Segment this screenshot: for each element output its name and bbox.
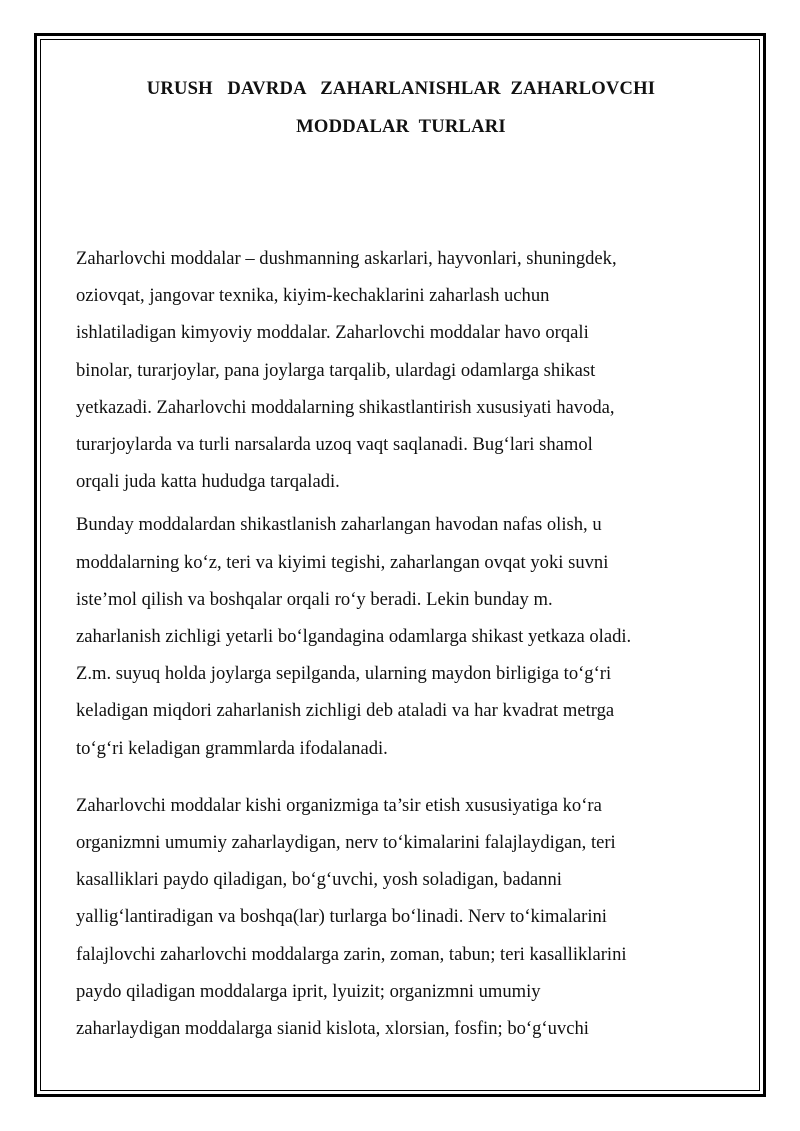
paragraph-line: falajlovchi zaharlovchi moddalarga zarin, zoman, tabun; teri kasalliklarini <box>76 943 627 965</box>
paragraph-line: keladigan miqdori zaharlanish zichligi deb ataladi va har kvadrat metrga <box>76 700 615 722</box>
document-title <box>76 70 726 145</box>
paragraph-line: Bunday moddalardan shikastlanish zaharlangan havodan nafas olish, u <box>76 514 602 536</box>
paragraph-line: zaharlaydigan moddalarga sianid kislota, xlorsian, fosfin; bo‘g‘uvchi <box>76 1018 589 1040</box>
paragraph-line: Zaharlovchi moddalar kishi organizmiga ta’sir etish xususiyatiga ko‘ra <box>76 794 602 816</box>
paragraph-line: moddalarning ko‘z, teri va kiyimi tegishi, zaharlangan ovqat yoki suvni <box>76 551 609 573</box>
paragraph-line: ishlatiladigan kimyoviy moddalar. Zaharlovchi moddalar havo orqali <box>76 322 589 344</box>
title-line-1: URUSH DAVRDA ZAHARLANISHLAR ZAHARLOVCHI <box>146 78 656 99</box>
paragraph-line: organizmni umumiy zaharlaydigan, nerv to‘kimalarini falajlaydigan, teri <box>76 832 616 854</box>
paragraph-line: Zaharlovchi moddalar – dushmanning askarlari, hayvonlari, shuningdek, <box>76 248 617 269</box>
paragraph-line: yallig‘lantiradigan va boshqa(lar) turlarga bo‘linadi. Nerv to‘kimalarini <box>76 906 607 928</box>
paragraph-3 <box>76 787 726 1047</box>
paragraph-line: oziovqat, jangovar texnika, kiyim-kechaklarini zaharlash uchun <box>76 285 550 307</box>
paragraph-line: yetkazadi. Zaharlovchi moddalarning shikastlantirish xususiyati havoda, <box>76 396 615 418</box>
paragraph-line: Z.m. suyuq holda joylarga sepilganda, ularning maydon birligiga to‘g‘ri <box>76 663 612 685</box>
document-body <box>76 70 726 1047</box>
title-line-2: MODDALAR TURLARI <box>296 115 506 137</box>
paragraph-line: orqali juda katta hududga tarqaladi. <box>76 471 340 493</box>
paragraph-line: paydo qiladigan moddalarga iprit, lyuizit; organizmni umumiy <box>76 980 541 1002</box>
paragraph-line: kasalliklari paydo qiladigan, bo‘g‘uvchi, yosh soladigan, badanni <box>76 869 562 891</box>
paragraph-line: binolar, turarjoylar, pana joylarga tarqalib, ulardagi odamlarga shikast <box>76 359 596 381</box>
paragraph-1 <box>76 240 726 500</box>
paragraph-line: turarjoylarda va turli narsalarda uzoq vaqt saqlanadi. Bug‘lari shamol <box>76 434 593 456</box>
paragraph-line: zaharlanish zichligi yetarli bo‘lgandagina odamlarga shikast yetkaza oladi. <box>76 626 632 648</box>
paragraph-line: to‘g‘ri keladigan grammlarda ifodalanadi. <box>76 737 388 759</box>
paragraph-line: iste’mol qilish va boshqalar orqali ro‘y beradi. Lekin bunday m. <box>76 588 553 610</box>
paragraph-2 <box>76 506 726 766</box>
